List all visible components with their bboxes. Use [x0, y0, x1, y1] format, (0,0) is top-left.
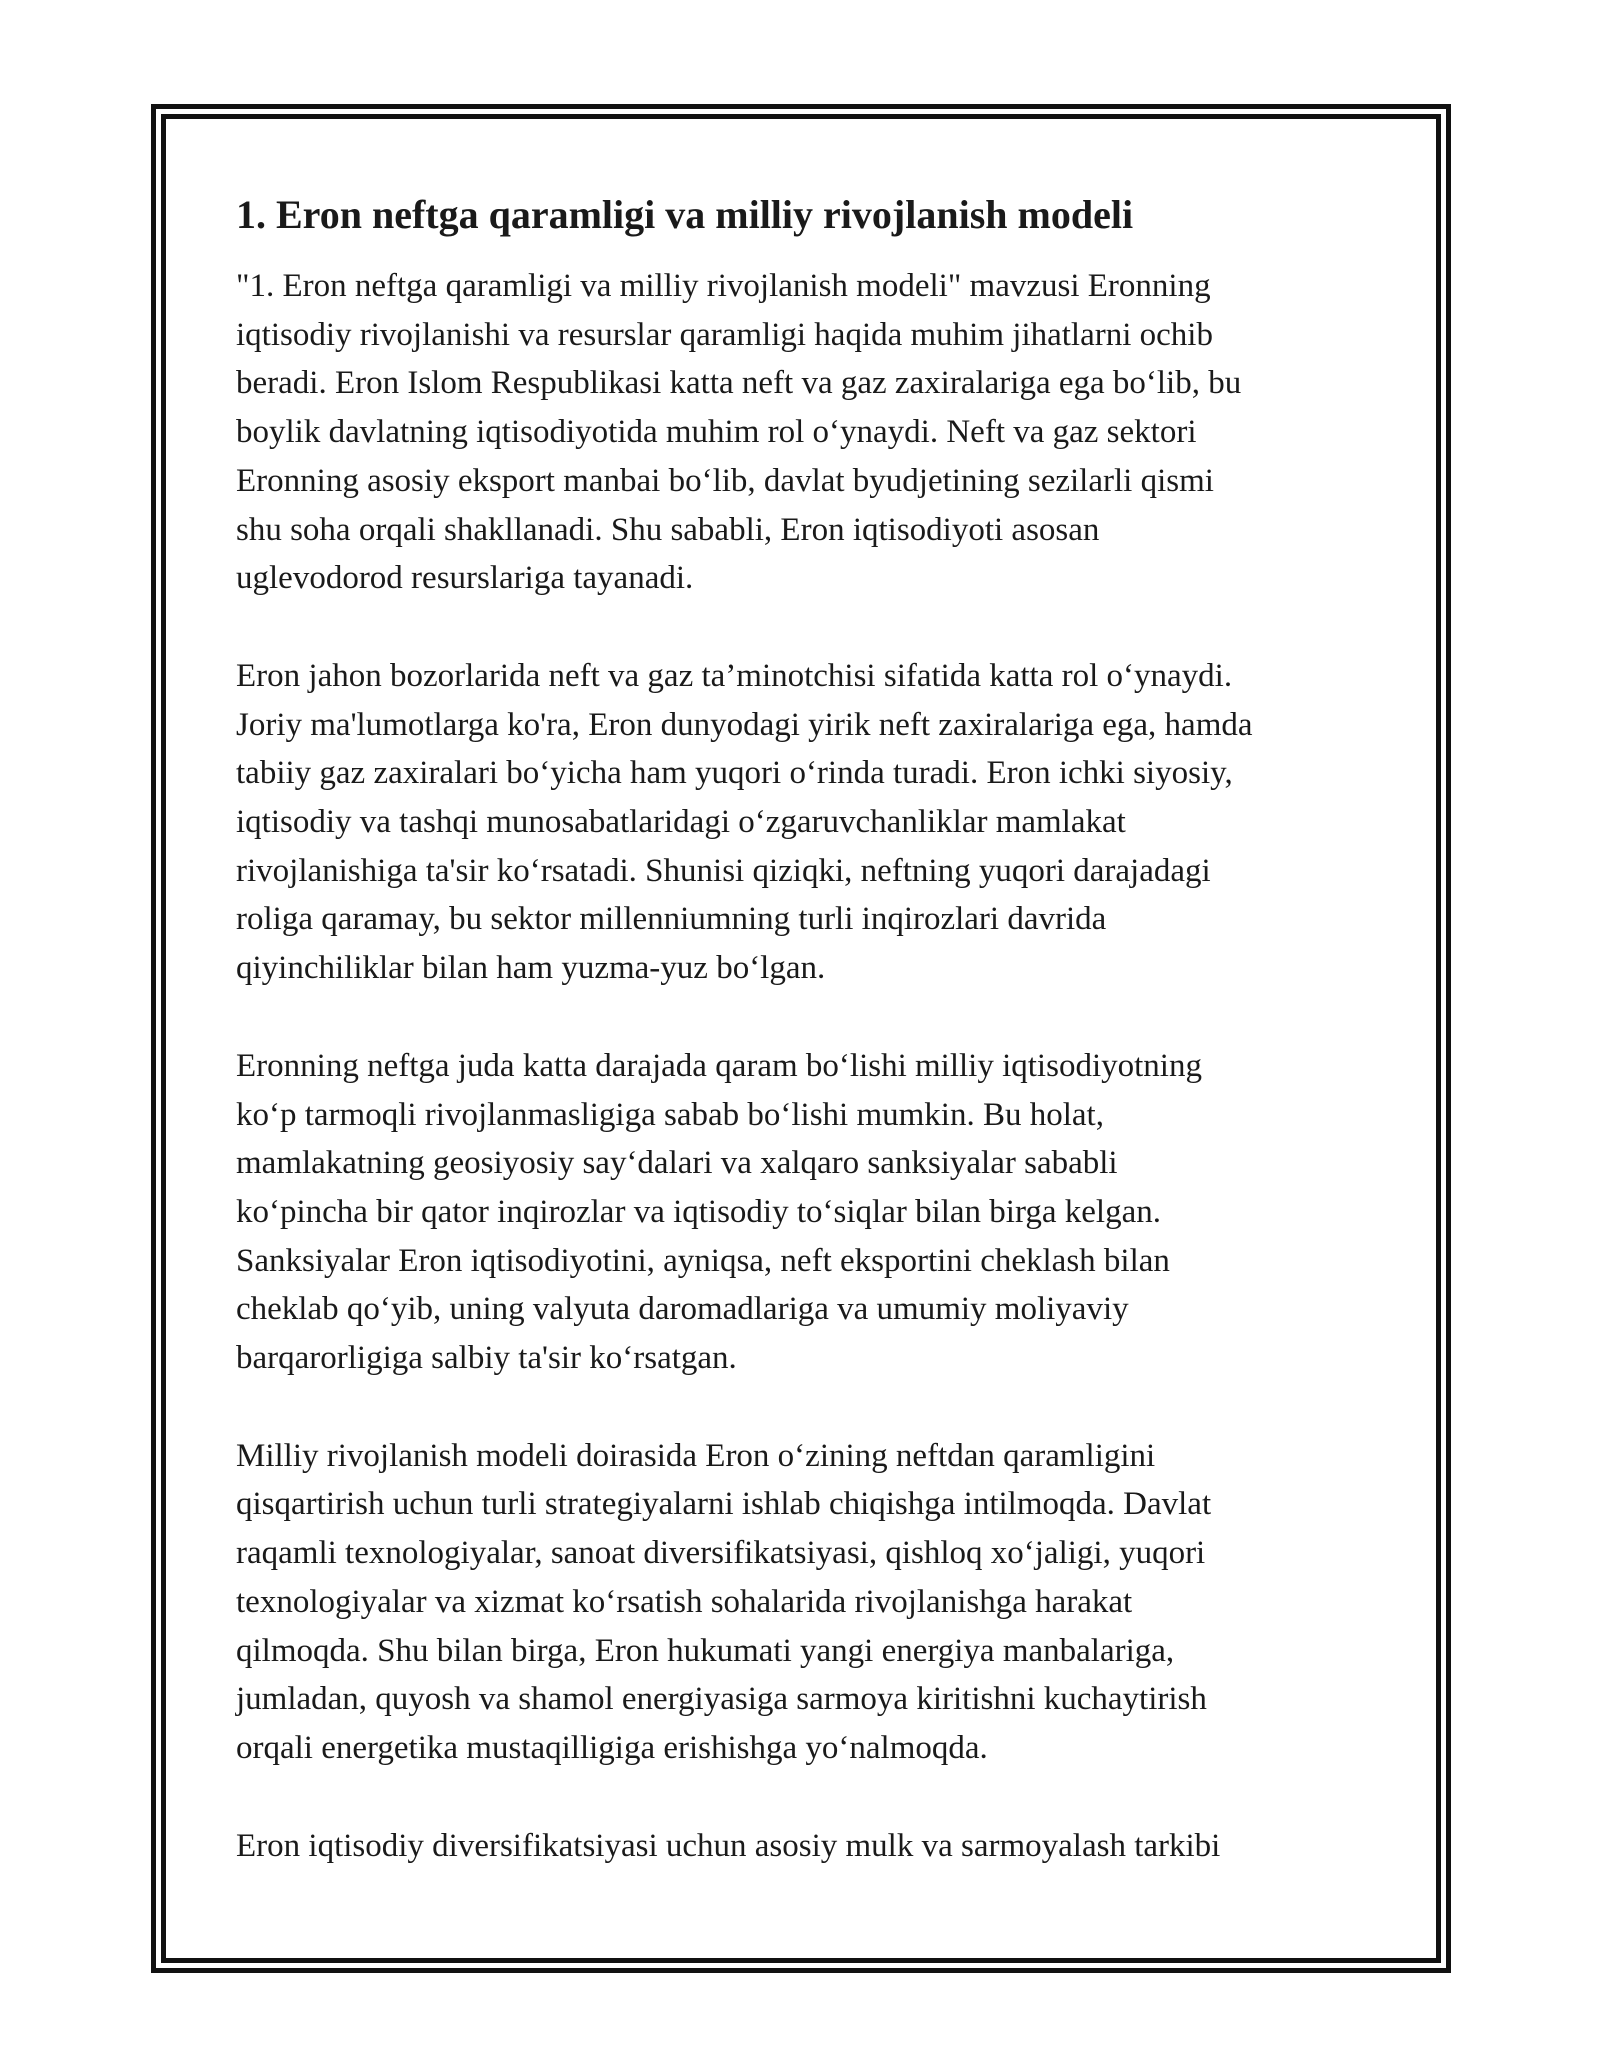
text-line: Joriy ma'lumotlarga ko'ra, Eron dunyodagi yirik neft zaxiralariga ega, hamda [236, 706, 1253, 743]
text-line: mamlakatning geosiyosiy say‘dalari va xalqaro sanksiyalar sababli [236, 1145, 1118, 1182]
text-line: iqtisodiy va tashqi munosabatlaridagi o‘zgaruvchanliklar mamlakat [236, 804, 1126, 841]
paragraph [236, 1822, 1386, 1871]
text-line: orqali energetika mustaqilligiga erishishga yo‘nalmoqda. [236, 1729, 988, 1766]
text-line: roliga qaramay, bu sektor millenniumning turli inqirozlari davrida [236, 901, 1107, 938]
text-line: cheklab qo‘yib, uning valyuta daromadlariga va umumiy moliyaviy [236, 1291, 1129, 1328]
paragraph [236, 262, 1386, 603]
text-line: texnologiyalar va xizmat ko‘rsatish sohalarida rivojlanishga harakat [236, 1583, 1133, 1620]
text-line: Milliy rivojlanish modeli doirasida Eron o‘zining neftdan qaramligini [236, 1437, 1156, 1474]
paragraph [236, 1432, 1386, 1773]
text-line: boylik davlatning iqtisodiyotida muhim rol o‘ynaydi. Neft va gaz sektori [236, 414, 1197, 451]
text-line: barqarorligiga salbiy ta'sir ko‘rsatgan. [236, 1340, 737, 1377]
text-line: ko‘pincha bir qator inqirozlar va iqtisodiy to‘siqlar bilan birga kelgan. [236, 1193, 1161, 1230]
text-line: Eronning neftga juda katta darajada qaram bo‘lishi milliy iqtisodiyotning [236, 1047, 1202, 1084]
text-line: qilmoqda. Shu bilan birga, Eron hukumati yangi energiya manbalariga, [236, 1632, 1175, 1669]
text-line: jumladan, quyosh va shamol energiyasiga sarmoya kiritishni kuchaytirish [236, 1681, 1207, 1718]
document-body [236, 190, 1386, 1919]
text-line: Eron iqtisodiy diversifikatsiyasi uchun asosiy mulk va sarmoyalash tarkibi [236, 1827, 1221, 1864]
text-line: uglevodorod resurslariga tayanadi. [236, 560, 694, 597]
text-line: "1. Eron neftga qaramligi va milliy rivojlanish modeli" mavzusi Eronning [236, 268, 1211, 304]
paragraph [236, 1042, 1386, 1383]
document-title: 1. Eron neftga qaramligi va milliy rivojlanish modeli [236, 192, 1134, 237]
text-line: iqtisodiy rivojlanishi va resurslar qaramligi haqida muhim jihatlarni ochib [236, 316, 1213, 353]
text-line: beradi. Eron Islom Respublikasi katta neft va gaz zaxiralariga ega bo‘lib, bu [236, 365, 1242, 402]
text-line: Eron jahon bozorlarida neft va gaz ta’minotchisi sifatida katta rol o‘ynaydi. [236, 657, 1233, 694]
text-line: tabiiy gaz zaxiralari bo‘yicha ham yuqori o‘rinda turadi. Eron ichki siyosiy, [236, 755, 1233, 792]
text-line: Sanksiyalar Eron iqtisodiyotini, ayniqsa, neft eksportini cheklash bilan [236, 1242, 1170, 1279]
text-line: shu soha orqali shakllanadi. Shu sababli, Eron iqtisodiyoti asosan [236, 511, 1100, 548]
paragraph [236, 652, 1386, 993]
text-line: raqamli texnologiyalar, sanoat diversifikatsiyasi, qishloq xo‘jaligi, yuqori [236, 1535, 1206, 1572]
text-line: qiyinchiliklar bilan ham yuzma-yuz bo‘lgan. [236, 950, 826, 987]
text-line: Eronning asosiy eksport manbai bo‘lib, davlat byudjetining sezilarli qismi [236, 462, 1214, 499]
text-line: qisqartirish uchun turli strategiyalarni ishlab chiqishga intilmoqda. Davlat [236, 1486, 1212, 1523]
text-line: rivojlanishiga ta'sir ko‘rsatadi. Shunisi qiziqki, neftning yuqori darajadagi [236, 852, 1211, 889]
text-line: ko‘p tarmoqli rivojlanmasligiga sabab bo‘lishi mumkin. Bu holat, [236, 1096, 1104, 1133]
